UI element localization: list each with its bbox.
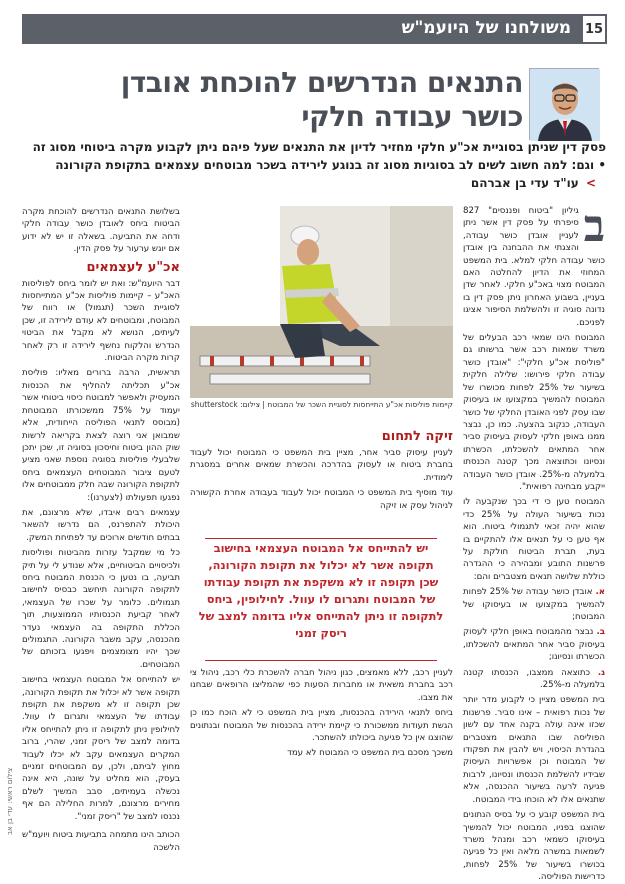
side-photo-credit: צילום ראשי: עדי בן אב	[6, 767, 14, 835]
article-column-left	[22, 206, 180, 853]
condition-item	[463, 667, 605, 692]
paragraph: יש להתייחס אל המבוטח העצמאי בחישוב תקופה אשר לא יכלול את תקופת הקורונה, שכן תקופה זו לא משקפת את תקופת עבודתו של העצמאי ותגרום לו עוול. לחילופין ניתן לתקופה זו ניתן להתייחס אליו בדומה למצב של ריסק זמני, שהרי, ברוב המקרים העצמאים עקב לא יכלו לעבוד מחוץ לביתם, ולכן, עם המבוטחים זמניים בעסק, הוא מחליט על שונה, היא אינה נכשלה בעמיתים, סבב המשיך לשלם מחירים מרצונם, למרות החלילה הם אף נכנסו למצב של "ריסק זמני".	[22, 675, 180, 822]
section-title: משולחנו של היועמ"ש	[401, 18, 571, 38]
section-header-band	[22, 14, 607, 44]
condition-bullet: ג.	[597, 667, 605, 678]
pull-quote: יש להתייחס אל המבוטח העצמאי בחישוב תקופה אשר לא יכלול את תקופת הקורונה, שכן תקופה זו לא משקפת את תקופת עבודתו של המבוטח ותגרום לו עוול. לחילופין, ביחס לתקופה זו ניתן להתייחס אליו בדומה למצב של ריסק זמני	[198, 541, 444, 640]
paragraph: עצמאים רבים איבדו, שלא מרצונם, את היכולת להתפרנס, הם נדרשו להשאר בבתים חודשים ארוכים עד לפתיחת המשק.	[22, 507, 180, 543]
condition-item	[463, 626, 605, 663]
condition-text: נבצר מהמבוטח באופן חלקי לעסוק בעיסוק סביר אחר המתאים להשכלתו, הכשרתו ונסיונו;	[463, 627, 605, 663]
condition-item	[463, 586, 605, 623]
condition-bullet: א.	[595, 587, 605, 598]
pull-quote-rule-top	[205, 538, 437, 539]
subheading: אכ"ע לעצמאים	[86, 259, 180, 275]
author-note: הכותב הינו מתמחה בתביעות ביטוח ויועמ"ש הלשכה	[22, 830, 180, 853]
byline-arrow: >	[585, 176, 596, 190]
paragraph: גיליון "ביטוח ופננסים" 827 סיפרתי על פסק דין אשר ניתן לעניין אובדן כושר עבודה, והצגתי את ההבחנה בין אובדן כושר עבודה חלקי למלא. בית המשפט המחוזי את הדיון להחלטה האם המבוטח מצוי באכ"ע חלקי. לאחר שדן בעניין, בשבוע האחרון ניתן פסק דין בו נדונה סוגיה זו ולהשלמת הסיפור אציגו לפניכם.	[463, 206, 605, 328]
page-number: 15	[581, 14, 607, 44]
paragraph: ביחס לתנאי הירידה בהכנסות, מציין בית המשפט כי לא הוכח כמו כן הגשת תעודות ממשכורת כי קיימת ירידה בהכנסות של המבוטח ובנתונים שהוצגו אין כל פגיעה ביכולתו להשתכר.	[190, 708, 453, 744]
paragraph: בשלושת התנאים הנדרשים להוכחת מקרה הביטוח ביחס לאובדן כושר עבודה חלקי ודחה את התביעה. בשאלה זו יש לא ידוע אם יוגש ערעור על פסק הדין.	[22, 207, 180, 255]
drop-cap: ב	[583, 201, 605, 252]
condition-text: כתוצאה ממצבו, הכנסתו קטנה בלמעלה מ-25%.	[463, 667, 605, 691]
headline: התנאים הנדרשים להוכחת אובדן כושר עבודה חלקי	[120, 66, 523, 133]
paragraph: בית המשפט מציין כי לקבוע מדר יותר של נכות רפואית – אינו סביר. פרשנות שכזו אינה עולה בקנה אחד עם לשון הפוליסה שבו התנאים מצטברים בהגדרת הכיסוי, ויש להבין את תפקודו של המבוטח וכן אפשרויות העיסוק שבידיו להשלמת הכנסתו ונסיונו, לרבות פגיעה לרעה בשיעור ההכנסה, אלא שתנאים אלו לא הוכחו בידי המבוטח.	[463, 695, 605, 805]
article-column-middle	[190, 425, 453, 535]
paragraph: בית המשפט קובע כי על בסיס הנתונים שהוצגו בפניו, המבוטח יכול להמשיך בעיסוקו כשמאי רכב ומנהל משרד לשמאות במשרה מלאה ואין כל פגיעה בכושרו בשיעור של 25% לפחות, כדרישות הפוליסה.	[463, 810, 605, 883]
paragraph: עוד מוסיף בית המשפט כי המבוטח יכול לעבוד בעבודה אחרת הקשורה לניהול עסק או זיקה	[190, 488, 453, 511]
article-column-right	[463, 201, 606, 883]
paragraph: המבוטח הינו שמאי רכב הבעלים של משרד שמאות רכב אשר ברשותו גם "פוליסת אכ"ע חלקי": "אובדן כושר עבודה חלקי פירושו: שלילה חלקית בשיעור של 25% לפחות מכושרו של המבוטח להמשיך במקצועו או בעיסוק שבו עסק לפני האובדן החלקי של כושר העבודה, כנקוב בהצעה. כמו כן, נבצר ממנו באופן חלקי לעסוק בעיסוק סביר אחר המתאים להשכלתו, הכשרתו ונסיונו וכתוצאה מכך קטנה הכנסתו בלמעלה מ-25%. אובדן כושר העבודה ייקבע מבחינה רפואית".	[463, 333, 605, 492]
byline	[471, 176, 599, 190]
subheading: זיקה לתחום	[381, 429, 453, 444]
paragraph: משכך מסכם בית המשפט כי המבוטח לא עמד	[287, 748, 453, 759]
condition-text: אובדן כושר עבודה של 25% לפחות להמשיך במקצועו או בעיסוקו של המבוטח;	[463, 587, 605, 622]
paragraph: לעניין עיסוק סביר אחר, מציין בית המשפט כי המבוטח יכול לעבוד בחברת ביטוח או לעסוק בהדרכה והכשרת שמאים אחרים במסגרת לימודית.	[190, 448, 453, 483]
paragraph: תראשית, הרבה ברורים מאליו: פוליסת אכ"ע תכליתה להחליף את הכנסות המעסיק ולאפשר למבוטח כיסוי ביטוחי אשר יעמוד על 75% ממשכורתו המבוטחת (מבוסס לתנאי הפוליסה הייחודית, אלא שמבואן אני רוצה לצאת בקריאה לרשות שוק ההון ביטוח וחיסכון בסוגיה זו, שכן יתכן שלבעלי פוליסות בסוגיה נוספת שאני מציע לטעם ציבור המבוטחים העצמאים ביחס לתקופת הקורונה שבה חלק ממבוטחים אלו נפגעו תפעולתו (לצערנו):	[22, 368, 180, 503]
article-column-middle-lower	[190, 667, 453, 812]
photo-caption: קיימות פוליסות אכ"ע התייחסות לסוגיית השכר של המבוטח | צילום: shutterstock	[190, 400, 453, 409]
article-photo	[190, 206, 453, 398]
author-name: עו"ד עדי בן אברהם	[470, 176, 579, 190]
author-photo	[529, 68, 599, 140]
condition-bullet: ב.	[596, 627, 605, 638]
paragraph: דבר היועמ"ש: ואת יש לומר ביחס לפוליסות האכ"ע – קיימות פוליסות אכ"ע המתייחסות לסוגיית השכר (תגמול) או רווח של המבוטח, ומבוטחים לא עודם לירידה זו, שכן לעיתים, הנושא לא מקבל את הביטוי הנדרש והלקוח נחשף לירידה זו רק לאחר קרות מקרה הביטוח.	[22, 278, 180, 364]
pull-quote-rule-bottom	[205, 660, 437, 661]
paragraph: כל מי שמקבל עזרות מהביטוח ופוליסות ולכיסויים הביטוחיים, אלא שנודע לי על תיק תביעה, בו נטען כי הכנסת המבוטח ביחס לתקופה הקורונה תיחשב כבסיס לחישוב תגמולים. כלומר על שכרו של העצמאי, לאחר קביעת הכנסותיו הממוצעות, תוך הכללת התקופה בה העצמאי נעדר מהכנסה, עקב משבר הקורונה. התגמולים שכך יהיו מצומצמים ויפגעו בזכותם של המבוטחים.	[22, 548, 180, 670]
paragraph: המבוטח טען כי די בכך שנקבעה לו נכות בשיעור העולה על 25% כדי שהוא יהיה זכאי לתגמולי ביטוח. הוא אף טען כי על תנאים אלו להתקיים בו בעת, תברת הביטוח חולקת על פרשנות התובע ומבהירה כי ההגדרה כוללת שלושה תנאים מצטברים והם:	[463, 497, 606, 582]
lead-paragraph: פסק דין שניתן בסוגיית אכ"ע חלקי מחזיר לדיון את התנאים שעל פיהם ניתן לקבוע מקרה ביטוחי מסוג זה • וגם: למה חשוב לשים לב בסוגיות מסוג זה בנוגע לירידה בשכר מבוטחים עצמאים בתקופת הקורונה	[32, 140, 606, 172]
paragraph: לעניין רכב, ללא מאמצים, כגון ניהול חברה להשכרת כלי רכב, ניהול צי רכב בחברת משאית או מחברות הסעות כפי שהמליצו הרופאים שבחנו את מצבו.	[190, 668, 453, 703]
